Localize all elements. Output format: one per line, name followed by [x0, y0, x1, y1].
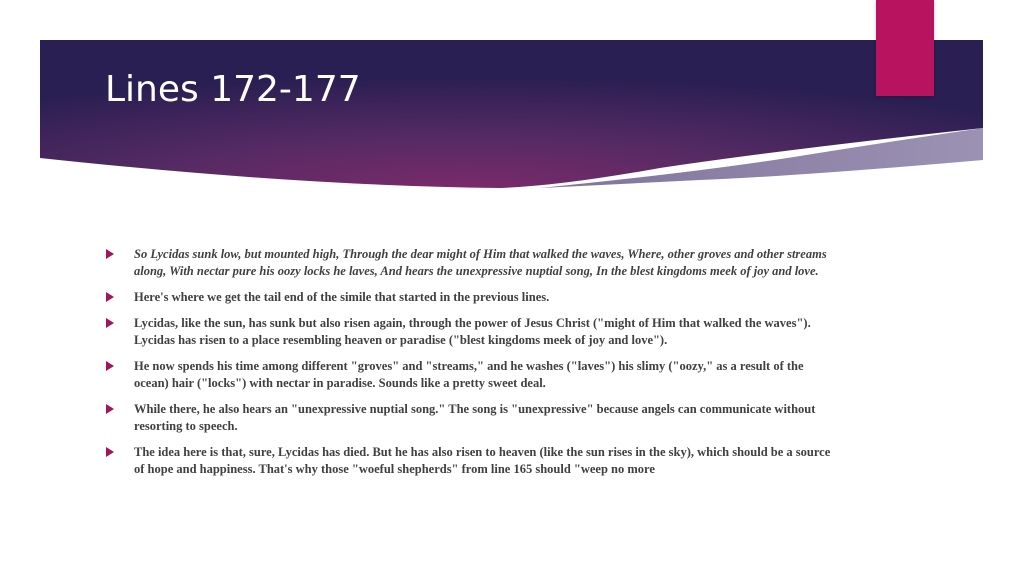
triangle-bullet-icon [106, 249, 114, 259]
triangle-bullet-icon [106, 292, 114, 302]
bullet-text: So Lycidas sunk low, but mounted high, Through the dear might of Him that walked the waves, Where, other groves and other streams along, With nectar pure his oozy locks he laves, And hears the unexpressive nuptial song, In the blest kingdoms meek of joy and love. [134, 247, 827, 278]
accent-tab [876, 0, 934, 96]
bullet-text: He now spends his time among different "groves" and "streams," and he washes ("laves") his slimy ("oozy," as a result of the ocean) hair ("locks") with nectar in paradise. Sounds like a pretty sweet deal. [134, 359, 804, 390]
bullet-text: The idea here is that, sure, Lycidas has died. But he has also risen to heaven (like the sun rises in the sky), which should be a source of hope and happiness. That's why those "woeful shepherds" from line 165 should "weep no more [134, 445, 831, 476]
bullet-item [104, 358, 834, 392]
triangle-bullet-icon [106, 318, 114, 328]
bullet-text: Lycidas, like the sun, has sunk but also risen again, through the power of Jesus Christ ("might of Him that walked the waves"). Lycidas has risen to a place resembling heaven or paradise ("blest kingdoms meek of joy and love"). [134, 316, 811, 347]
triangle-bullet-icon [106, 404, 114, 414]
triangle-bullet-icon [106, 361, 114, 371]
bullet-text: While there, he also hears an "unexpressive nuptial song." The song is "unexpressive" because angels can communicate without resorting to speech. [134, 402, 816, 433]
slide-title: Lines 172-177 [105, 69, 361, 110]
bullet-item [104, 444, 834, 478]
bullet-list [104, 246, 834, 487]
bullet-text: Here's where we get the tail end of the simile that started in the previous lines. [134, 290, 550, 304]
bullet-item [104, 315, 834, 349]
bullet-item [104, 289, 834, 306]
bullet-item [104, 401, 834, 435]
triangle-bullet-icon [106, 447, 114, 457]
bullet-item [104, 246, 834, 280]
